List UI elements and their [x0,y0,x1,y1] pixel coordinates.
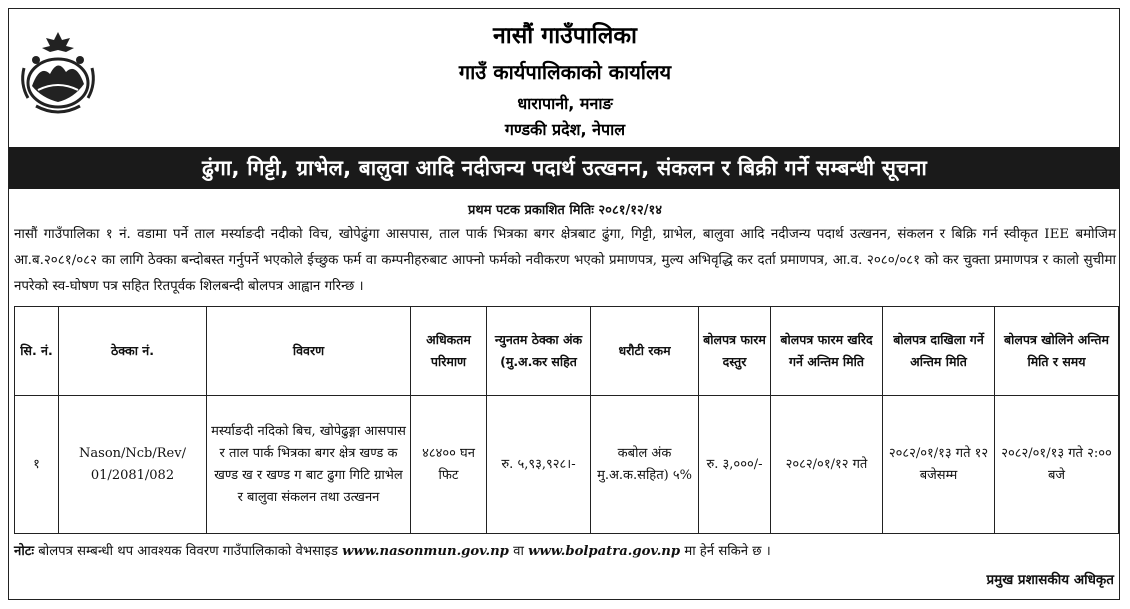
cell-purchase-deadline: २०८२/०१/१२ गते [771,396,883,534]
notice-body: नासौं गाउँपालिका १ नं. वडामा पर्ने ताल मर्स्याङदी नदीको विच, खोपेढुंगा आसपास, ताल पार्क भित्रका बगर क्षेत्रबाट ढुंगा, गिट्टी, ग्राभेल, बालुवा आदि नदीजन्य पदार्थ उत्खनन, संकलन र बिक्रि गर्न स्वीकृत IEE बमोजिम आ.ब.२०८१/०८२ का लागि ठेक्का बन्दोबस्त गर्नुपर्ने भएकोले ईच्छुक फर्म वा कम्पनीहरुबाट आफ्नो फर्मको नवीकरण भएको प्रमाणपत्र, मुल्य अभिवृद्धि कर दर्ता प्रमाणपत्र, आ.व. २०८०/०८१ को कर चुक्ता प्रमाणपत्र र कालो सुचीमा नपरेको स्व-घोषण पत्र सहित रितपूर्वक शिलबन्दी बोलपत्र आह्वान गरिन्छ । [14,227,1116,294]
cell-form-fee: रु. ३,०००/- [699,396,771,534]
cell-contract-no: Nason/Ncb/Rev/ 01/2081/082 [59,396,207,534]
header-max-quantity: अधिकतम परिमाण [411,307,487,396]
table-row [15,396,1119,534]
office-subtitle: गाउँ कार्यपालिकाको कार्यालय [458,60,672,84]
header-purchase-deadline: बोलपत्र फारम खरिद गर्ने अन्तिम मिति [771,307,883,396]
note-text-after: मा हेर्न सकिने छ । [684,544,771,559]
header-sn: सि. नं. [15,307,59,396]
note-text-before: बोलपत्र सम्बन्धी थप आवश्यक विवरण गाउँपालिकाको वेभसाइड [38,544,338,559]
header-form-fee: बोलपत्र फारम दस्तुर [699,307,771,396]
cell-deposit: कबोल अंक मु.अ.क.सहित) ५% [591,396,699,534]
cell-min-amount: रु. ५,९३,९२८।- [487,396,591,534]
publication-date-label: प्रथम पटक प्रकाशित मितिः [468,203,594,218]
office-province: गण्डकी प्रदेश, नेपाल [504,120,626,139]
tender-table [14,306,1119,534]
table-header-row [15,307,1119,396]
header-contract-no: ठेक्का नं. [59,307,207,396]
note-label: नोटः [14,544,35,559]
header-opening-date: बोलपत्र खोलिने अन्तिम मिति र समय [995,307,1119,396]
signatory: प्रमुख प्रशासकीय अधिकृत [986,572,1114,588]
header-deposit: धरौटी रकम [591,307,699,396]
cell-max-quantity: ४८४०० घन फिट [411,396,487,534]
notice-title-banner: ढुंगा, गिट्टी, ग्राभेल, बालुवा आदि नदीजन्य पदार्थ उत्खनन, संकलन र बिक्री गर्ने सम्बन्धी सूचना [9,147,1120,189]
note-connector: वा [513,544,524,559]
publication-date: २०८१/१२/१४ [598,203,662,218]
office-name: नासौं गाउँपालिका [493,23,637,49]
cell-opening-date: २०८२/०१/१३ गते २:०० बजे [995,396,1119,534]
publication-date-line [0,200,1130,218]
website-link-nasonmun[interactable]: www.nasonmun.gov.np [342,544,509,559]
header-description: विवरण [207,307,411,396]
header-min-amount: न्युनतम ठेक्का अंक (मु.अ.कर सहित [487,307,591,396]
cell-submit-deadline: २०८२/०१/१३ गते १२ बजेसम्म [883,396,995,534]
website-link-bolpatra[interactable]: www.bolpatra.gov.np [528,544,681,559]
cell-description: मर्स्याङदी नदिको बिच, खोपेढुङ्गा आसपास र ताल पार्क भित्रका बगर क्षेत्र खण्ड क खण्ड ख र खण्ड ग बाट ढुगा गिटि ग्राभेल र बालुवा संकलन तथा उत्खनन [207,396,411,534]
header-submit-deadline: बोलपत्र दाखिला गर्ने अन्तिम मिति [883,307,995,396]
office-address: धारापानी, मनाङ [517,94,613,113]
cell-sn: १ [15,396,59,534]
note-line [14,541,1114,559]
